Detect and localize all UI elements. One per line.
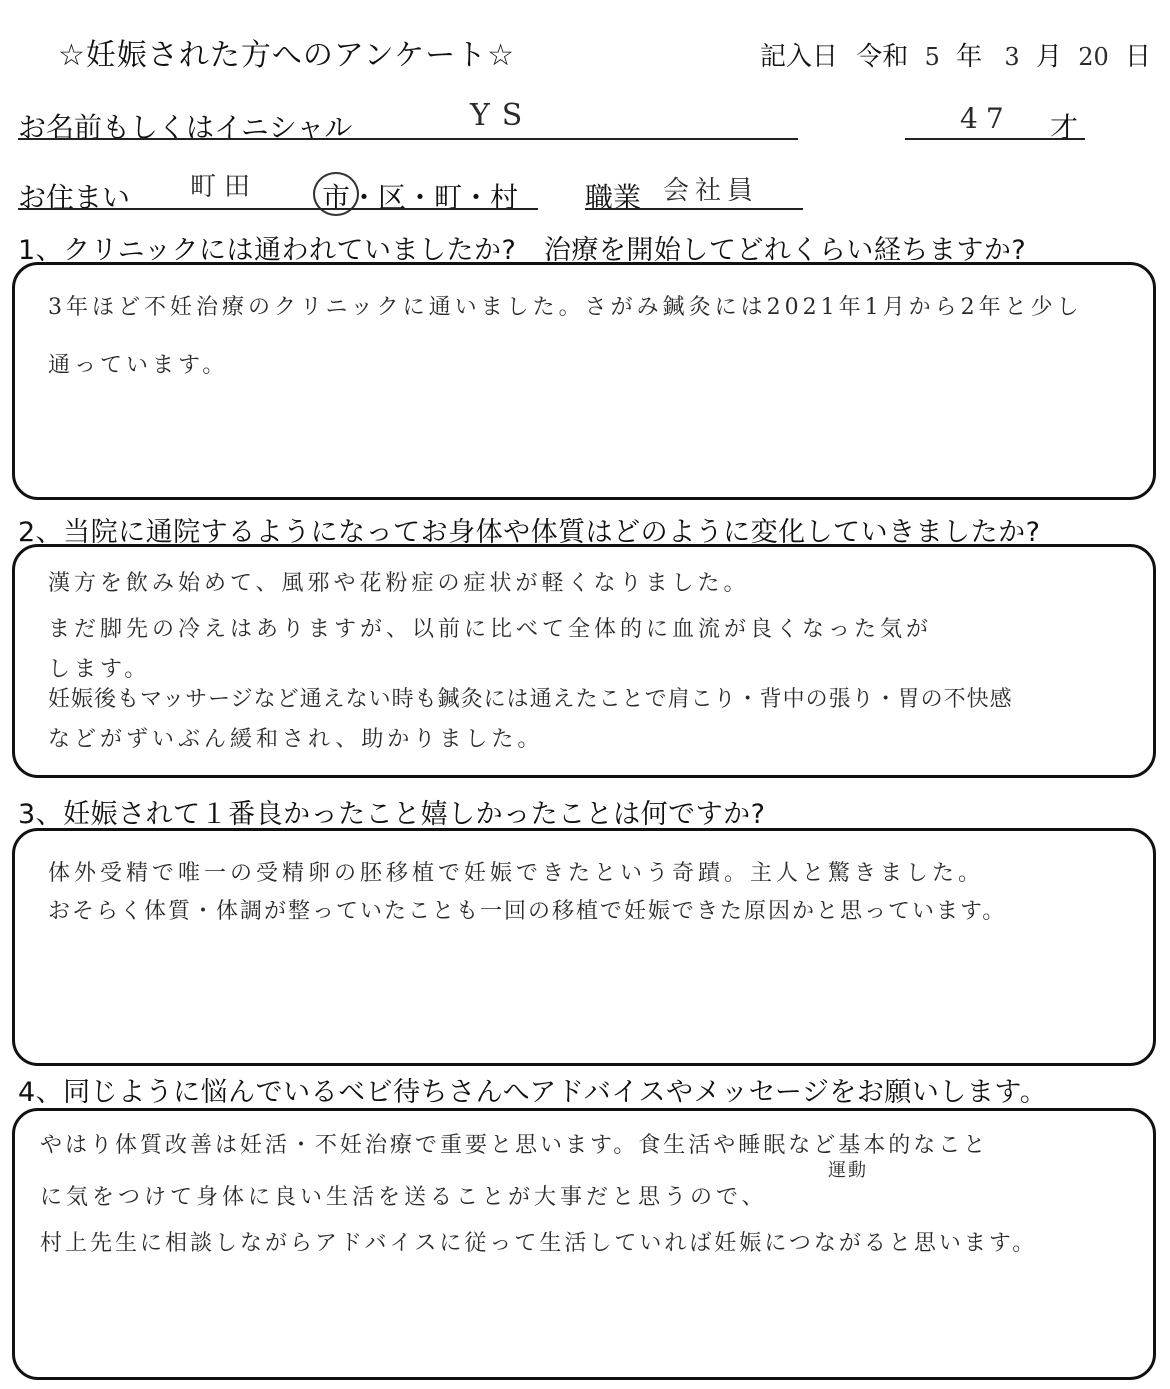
address-value: 町田: [190, 172, 259, 202]
answer-2-line-5: などがずいぶん緩和され、助かりました。: [48, 727, 544, 752]
age-unit: 才: [1050, 111, 1079, 144]
answer-4-line-2: に気をつけて身体に良い生活を送ることが大事だと思うので、: [40, 1185, 768, 1210]
answer-1-line-1: 3年ほど不妊治療のクリニックに通いました。さがみ鍼灸には2021年1月から2年と少し: [48, 295, 1083, 320]
answer-2-line-2: まだ脚先の冷えはありますが、以前に比べて全体的に血流が良くなった気が: [48, 617, 933, 642]
name-label: お名前もしくはイニシャル: [18, 111, 353, 144]
answer-4-line-1: やはり体質改善は妊活・不妊治療で重要と思います。食生活や睡眠など基本的なこと: [40, 1133, 989, 1158]
question-1-text: 1、クリニックには通われていましたか? 治療を開始してどれくらい経ちますか?: [18, 235, 1027, 266]
date-label: 記入日: [760, 42, 839, 72]
address-underline: [18, 208, 538, 210]
date-month-unit: 月: [1035, 42, 1062, 72]
option-ward: ・区: [350, 181, 407, 214]
age-value: 47: [960, 102, 1012, 135]
answer-2-line-1: 漢方を飲み始めて、風邪や花粉症の症状が軽くなりました。: [48, 571, 750, 596]
date-day-unit: 日: [1125, 42, 1152, 72]
option-town: ・町: [406, 181, 463, 214]
job-label: 職業: [585, 181, 642, 214]
entry-date: [760, 36, 1151, 73]
answer-2-line-3: します。: [48, 657, 151, 682]
answer-4-insert-note: 運動: [828, 1160, 868, 1181]
page-title: ☆妊娠された方へのアンケート☆: [58, 38, 515, 73]
answer-2-line-4: 妊娠後もマッサージなど通えない時も鍼灸には通えたことで肩こり・背中の張り・胃の不快感: [48, 687, 1013, 712]
question-2-text: 2、当院に通院するようになってお身体や体質はどのように変化していきましたか?: [18, 517, 1041, 548]
question-4-text: 4、同じように悩んでいるベビ待ちさんへアドバイスやメッセージをお願いします。: [18, 1077, 1048, 1108]
date-day-value: 20: [1078, 43, 1109, 71]
question-3-text: 3、妊娠されて１番良かったこと嬉しかったことは何ですか?: [18, 799, 766, 830]
date-month-value: 3: [1004, 43, 1020, 71]
name-value: YS: [470, 98, 535, 133]
option-village: ・村: [462, 181, 519, 214]
name-underline: [18, 138, 798, 140]
job-underline: [585, 208, 803, 210]
age-underline: [905, 138, 1085, 140]
option-city: 市: [322, 181, 351, 214]
date-year-unit: 年: [956, 42, 983, 72]
answer-3-line-2: おそらく体質・体調が整っていたことも一回の移植で妊娠できた原因かと思っています。: [48, 899, 1007, 924]
answer-4-line-3: 村上先生に相談しながらアドバイスに従って生活していれば妊娠につながると思います。: [40, 1231, 1038, 1256]
address-label: お住まい: [18, 181, 131, 214]
date-era: 令和: [856, 42, 909, 72]
job-value: 会社員: [663, 176, 760, 206]
date-year-value: 5: [924, 43, 940, 71]
answer-1-line-2: 通っています。: [48, 353, 229, 378]
answer-3-line-1: 体外受精で唯一の受精卵の胚移植で妊娠できたという奇蹟。主人と驚きました。: [48, 861, 985, 886]
